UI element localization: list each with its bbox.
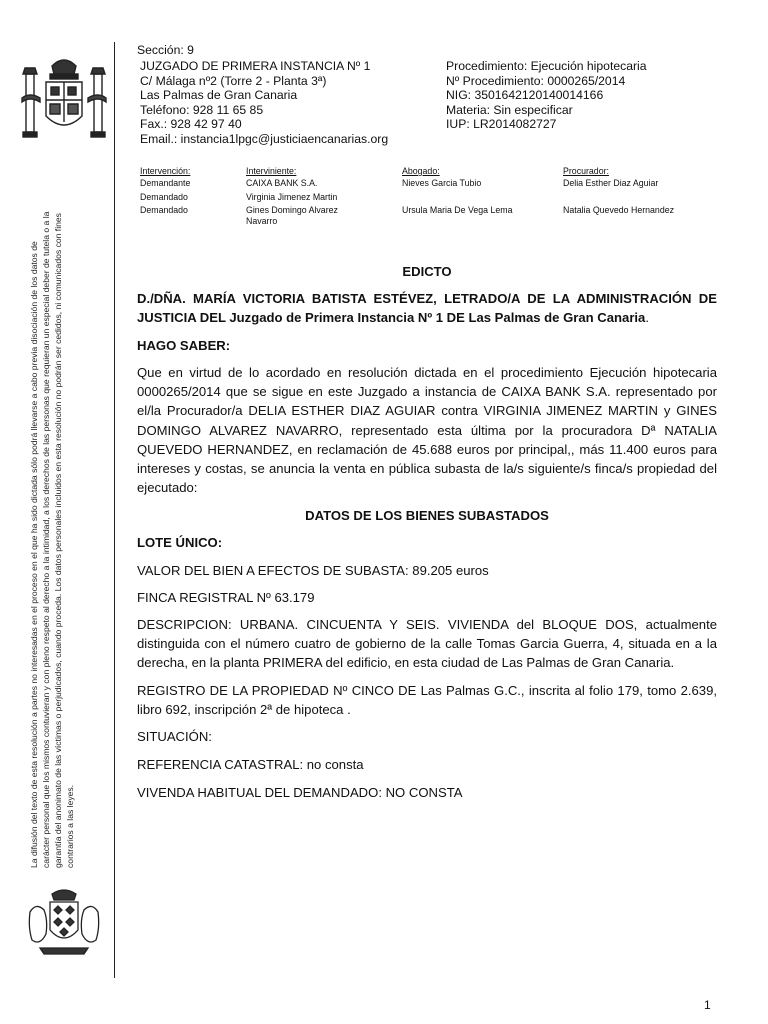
table-row: Demandante CAIXA BANK S.A. Nieves Garcia Tubio Delia Esther Diaz Aguiar [140,178,659,188]
edicto-intro-bold: D./DÑA. MARÍA VICTORIA BATISTA ESTÉVEZ, LETRADO/A DE LA ADMINISTRACIÓN DE JUSTICIA DEL Juzgado de Primera Instancia Nº 1 DE Las Palmas de Gran Canaria [137,291,717,326]
edicto-title: EDICTO [402,264,452,279]
data-protection-notice: La difusión del texto de esta resolución a partes no interesadas en el proceso en el que ha sido dictada sólo podrá llevarse a cabo previa disociación de los datos de carácter personal que los mismos contuvieran y con pleno respeto al derecho a la intimidad, a los derechos de las personas que requieran un especial deber de tutela o a la garantía del anonimato de las víctimas o perjudicados, cuando proceda. Los datos personales incluidos en esta resolución no podrán ser cedidos, ni comunicados con fines contrarios a las leyes. [29,211,75,868]
column-header: Intervención: [140,166,191,176]
table-row: Demandado Virginia Jimenez Martin [140,192,338,202]
hago-saber-heading: HAGO SABER: [137,338,231,353]
court-address-block [140,59,388,147]
lote-heading: LOTE ÚNICO: [137,535,223,550]
descripcion-paragraph: DESCRIPCION: URBANA. CINCUENTA Y SEIS. VIVIENDA del BLOQUE DOS, actualmente distinguida con el número cuatro de gobierno de la calle Tomas Garcia Guerra, 4, situada en a la derecha, en la planta PRIMERA del edificio, en esta ciudad de Las Palmas de Gran Canaria. [137,617,717,671]
parties-header-row [140,166,720,178]
column-header: Interviniente: [246,166,297,176]
table-row: Navarro [246,216,278,226]
column-header: Abogado: [402,166,440,176]
margin-rule [114,42,115,978]
vivienda-line: VIVENDA HABITUAL DEL DEMANDADO: NO CONSTA [137,785,463,800]
edicto-paragraph: Que en virtud de lo acordado en resolución dictada en el procedimiento Ejecución hipotecaria 0000265/2014 que se sigue en este Juzgado a instancia de CAIXA BANK S.A. representado por el/la Procurador/a DELIA ESTHER DIAZ AGUIAR contra VIRGINIA JIMENEZ MARTIN y GINES DOMINGO ALVAREZ NAVARRO, representado esta última por la procuradora Dª NATALIA QUEVEDO HERNANDEZ, en reclamación de 45.688 euros por principal,, más 11.400 euros para intereses y costas, se anuncia la venta en pública subasta de la/s siguiente/s finca/s propiedad del ejecutado: [137,365,717,496]
court-email: Email.: instancia1lpgc@justiciaencanarias.org [140,131,389,146]
valor-line: VALOR DEL BIEN A EFECTOS DE SUBASTA: 89.205 euros [137,563,489,578]
table-row: Demandado Gines Domingo Alvarez Ursula Maria De Vega Lema Natalia Quevedo Hernandez [140,205,675,215]
procedure-subject: Materia: Sin especificar [446,102,573,117]
canarias-coat-of-arms-logo [24,884,104,968]
court-street: C/ Málaga nº2 (Torre 2 - Planta 3ª) [140,73,327,88]
situacion-line: SITUACIÓN: [137,729,212,744]
procedure-info-block [446,59,647,132]
procedure-number: Nº Procedimiento: 0000265/2014 [446,73,626,88]
page-number: 1 [704,998,711,1012]
finca-line: FINCA REGISTRAL Nº 63.179 [137,590,315,605]
parties-table [140,166,720,227]
edicto-intro: D./DÑA. MARÍA VICTORIA BATISTA ESTÉVEZ, LETRADO/A DE LA ADMINISTRACIÓN DE JUSTICIA DEL Juzgado de Primera Instancia Nº 1 DE Las Palmas de Gran Canaria. [137,291,717,326]
court-fax: Fax.: 928 42 97 40 [140,117,242,132]
spain-coat-of-arms-logo [14,52,114,156]
section-label: Sección: 9 [137,43,194,57]
procedure-type: Procedimiento: Ejecución hipotecaria [446,59,647,73]
registro-paragraph: REGISTRO DE LA PROPIEDAD Nº CINCO DE Las Palmas G.C., inscrita al folio 179, tomo 2.639, libro 692, inscripción 2ª de hipoteca . [137,683,717,718]
datos-title: DATOS DE LOS BIENES SUBASTADOS [305,508,549,523]
court-phone: Teléfono: 928 11 65 85 [140,102,264,117]
referencia-line: REFERENCIA CATASTRAL: no consta [137,757,364,772]
court-name: JUZGADO DE PRIMERA INSTANCIA Nº 1 [140,59,371,73]
procedure-iup: IUP: LR2014082727 [446,117,557,132]
column-header: Procurador: [563,166,609,176]
procedure-nig: NIG: 3501642120140014166 [446,88,604,103]
court-city: Las Palmas de Gran Canaria [140,88,298,103]
